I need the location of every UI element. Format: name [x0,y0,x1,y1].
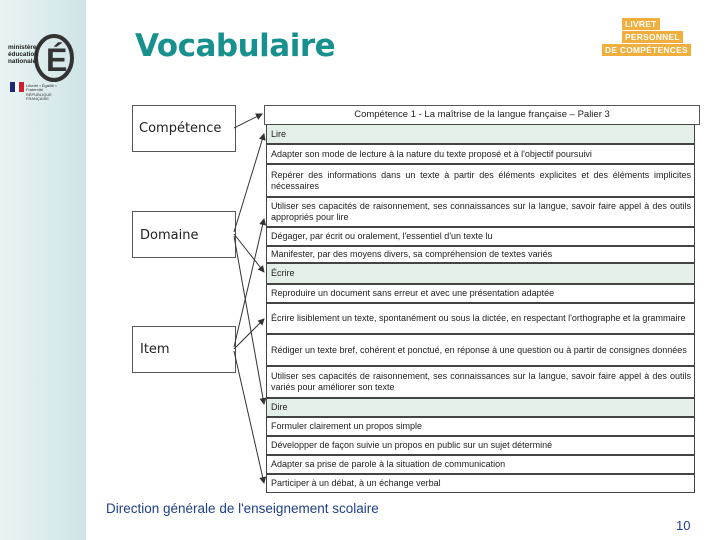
livret-competences-logo [600,16,692,64]
row-text: Formuler clairement un propos simple [271,421,423,431]
row-text: Adapter son mode de lecture à la nature du texte proposé et à l'objectif poursuivi [271,148,592,159]
domaine-row [266,124,695,144]
item-row [266,303,695,334]
domaine-row [266,263,695,284]
arrow-domaine-ecrire [234,234,264,272]
row-text: Rédiger un texte bref, cohérent et ponctué, en réponse à une question ou à partir de consignes données [271,344,687,355]
arrow-domaine-lire [234,134,264,232]
logo-line-2: éducation [8,51,39,59]
row-text: Dégager, par écrit ou oralement, l'essentiel d'un texte lu [271,231,493,241]
item-row [266,474,695,493]
logo-line-3: nationale [8,58,37,66]
french-flag-icon [10,82,24,92]
arrow-item-3 [234,351,264,483]
row-text: Écrire [271,268,295,278]
row-text: Adapter sa prise de parole à la situation de communication [271,459,506,469]
item-label: Item [140,342,170,357]
item-row [266,246,695,263]
arrow-item-2 [234,319,264,349]
domaine-label: Domaine [140,228,199,243]
republic-motto: Liberté • Égalité • Fraternité RÉPUBLIQUE FRANÇAISE [26,83,57,102]
domaine-row [266,398,695,417]
row-text: Reproduire un document sans erreur et avec une présentation adaptée [271,288,555,298]
row-text: Lire [271,128,287,139]
ministry-wordmark [8,44,38,66]
svg-text:É: É [46,42,68,78]
row-text: Participer à un débat, à un échange verbal [271,478,441,488]
item-row [266,164,695,197]
row-text: Développer de façon suivie un propos en public sur un sujet déterminé [271,440,553,450]
competence-label: Compétence [139,121,222,136]
lpc-logo-line-1: LIVRET [622,18,660,30]
row-text: Dire [271,402,288,412]
row-text: Écrire lisiblement un texte, spontanément ou sous la dictée, en respectant l'orthographe et la grammaire [271,313,686,323]
item-row [266,455,695,474]
row-text: Utiliser ses capacités de raisonnement, ses connaissances sur la langue, savoir faire appel à des outils variés pour améliorer son texte [271,371,691,392]
row-text: Utiliser ses capacités de raisonnement, ses connaissances sur la langue, savoir faire appel à des outils appropriés pour lire [271,201,691,222]
arrow-competence [234,114,262,128]
item-row [266,436,695,455]
item-row [266,197,695,227]
arrow-domaine-dire [234,236,264,404]
item-row [266,366,695,398]
item-row [266,144,695,164]
competence-header: Compétence 1 - La maîtrise de la langue française – Palier 3 [264,105,700,125]
lpc-logo-line-2: PERSONNEL [622,31,683,43]
page-number: 10 [676,518,691,533]
item-row [266,334,695,366]
row-text: Repérer des informations dans un texte à partir des éléments explicites et des éléments implicites nécessaires [271,169,691,191]
item-row [266,417,695,436]
footer-direction: Direction générale de l'enseignement scolaire [106,501,379,516]
lpc-logo-line-3: DE COMPÉTENCES [602,44,691,56]
slide-title: Vocabulaire [135,28,336,64]
arrow-item-1 [234,219,264,347]
item-row [266,284,695,303]
ministry-logo [8,26,78,102]
logo-line-1: ministère [8,44,37,51]
item-row [266,227,695,246]
row-text: Manifester, par des moyens divers, sa compréhension de textes variés [271,249,553,259]
